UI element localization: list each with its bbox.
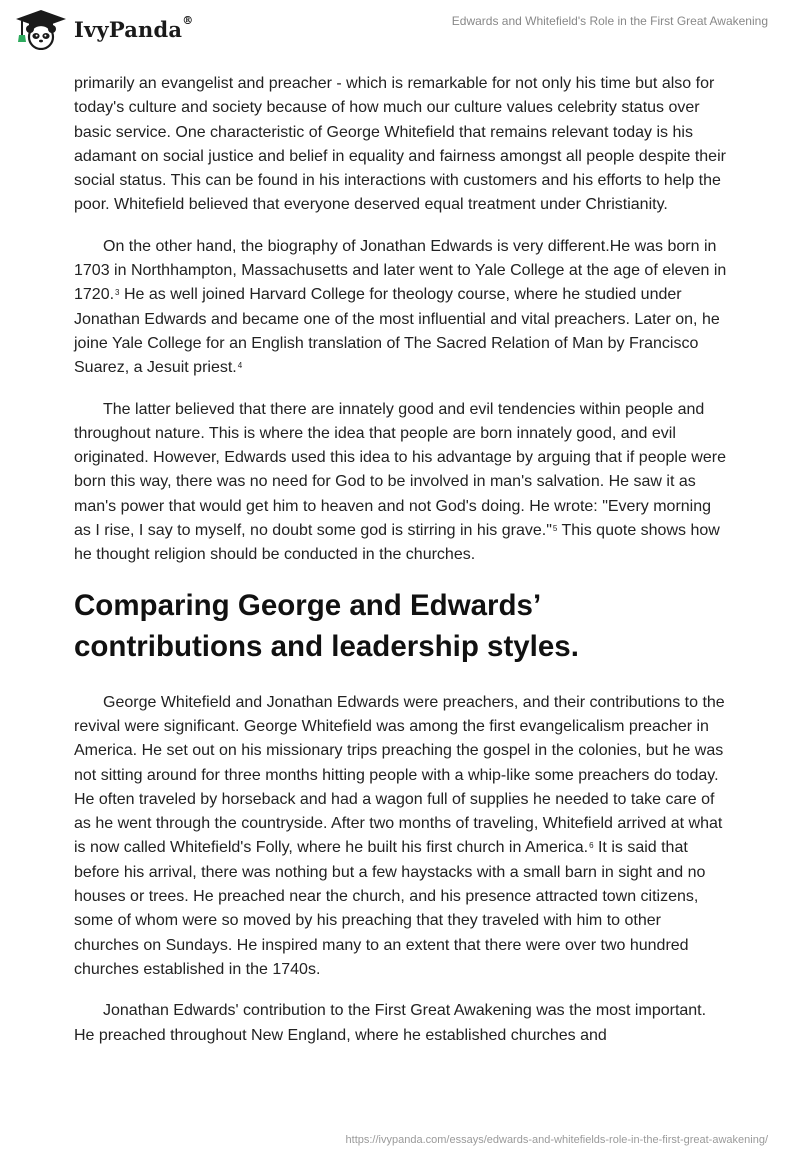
paragraph-3-text-a: The latter believed that there are innately good and evil tendencies within people and throughout nature. This is where the idea that people are born innately good, and evil originated. However, Edwards used this idea to his advantage by arguing that if people were born this way, there was no need for God to be involved in man's salvation. He saw it as man's power that would get him to heaven and not God's doing. He wrote: "Every morning as I rise, I say to myself, no doubt some god is stirring in his grave.": [74, 400, 726, 540]
paragraph-4: [74, 691, 728, 983]
footnote-ref-6[interactable]: 6: [589, 841, 594, 851]
logo-wordmark: [74, 13, 194, 42]
footnote-ref-5[interactable]: 5: [552, 524, 558, 534]
footnote-ref-3[interactable]: 3: [115, 288, 120, 298]
paragraph-3-text-b: This quote shows how he thought religion should be conducted in the churches.: [74, 522, 720, 564]
section-heading: Comparing George and Edwards’ contributions and leadership styles.: [74, 588, 579, 663]
paragraph-5: Jonathan Edwards' contribution to the First Great Awakening was the most important. He preached throughout New England, where he established churches and: [74, 1002, 707, 1044]
page-header: [0, 0, 800, 60]
ivypanda-logo[interactable]: [14, 8, 193, 50]
paragraph-2-text-b: He as well joined Harvard College for theology course, where he studied under Jonathan Edwards and became one of the most influential and vital preachers. Later on, he joine Yale College for an English translation of The Sacred Relation of Man by Francisco Suarez, a Jesuit priest.: [74, 286, 720, 377]
essay-body: [74, 72, 728, 1065]
document-title: Edwards and Whitefield's Role in the First Great Awakening: [451, 14, 768, 28]
footnote-ref-4[interactable]: 4: [237, 361, 243, 371]
registered-mark: ®: [182, 13, 194, 27]
source-url[interactable]: https://ivypanda.com/essays/edwards-and-whitefields-role-in-the-first-great-awakening/: [345, 1134, 768, 1146]
panda-graduate-icon: [14, 8, 68, 50]
paragraph-2: [74, 235, 728, 381]
paragraph-4-text-a: George Whitefield and Jonathan Edwards were preachers, and their contributions to the revival were significant. George Whitefield was among the first evangelicalism preacher in America. He set out on his missionary trips preaching the gospel in the colonies, but he was not sitting around for three months hitting people with a whip-like some preachers do today. He often traveled by horseback and had a wagon full of supplies he needed to take care of as he went through the countryside. After two months of traveling, Whitefield arrived at what is now called Whitefield's Folly, where he built his first church in America.: [74, 693, 725, 857]
paragraph-3: [74, 398, 728, 568]
paragraph-4-text-b: It is said that before his arrival, there was nothing but a few haystacks with a small barn in sight and no houses or trees. He preached near the church, and his presence attracted town citizens, some of whom were so moved by his preaching that they traveled with him to other churches on Sundays. He inspired many to an extent that there were over two hundred churches established in the 1740s.: [74, 839, 706, 978]
paragraph-2-text-a: On the other hand, the biography of Jonathan Edwards is very different.He was born in 1703 in Northhampton, Massachusetts and later went to Yale College at the age of eleven in 1720.: [74, 237, 727, 304]
logo-name: IvyPanda: [74, 16, 183, 42]
paragraph-1: primarily an evangelist and preacher - which is remarkable for not only his time but also for today's culture and society because of how much our culture values celebrity status over basic service. One characteristic of George Whitefield that remains relevant today is his adamant on social justice and belief in equality and fairness amongst all people despite their social status. This can be found in his interactions with customers and his efforts to help the poor. Whitefield believed that everyone deserved equal treatment under Christianity.: [74, 75, 726, 214]
